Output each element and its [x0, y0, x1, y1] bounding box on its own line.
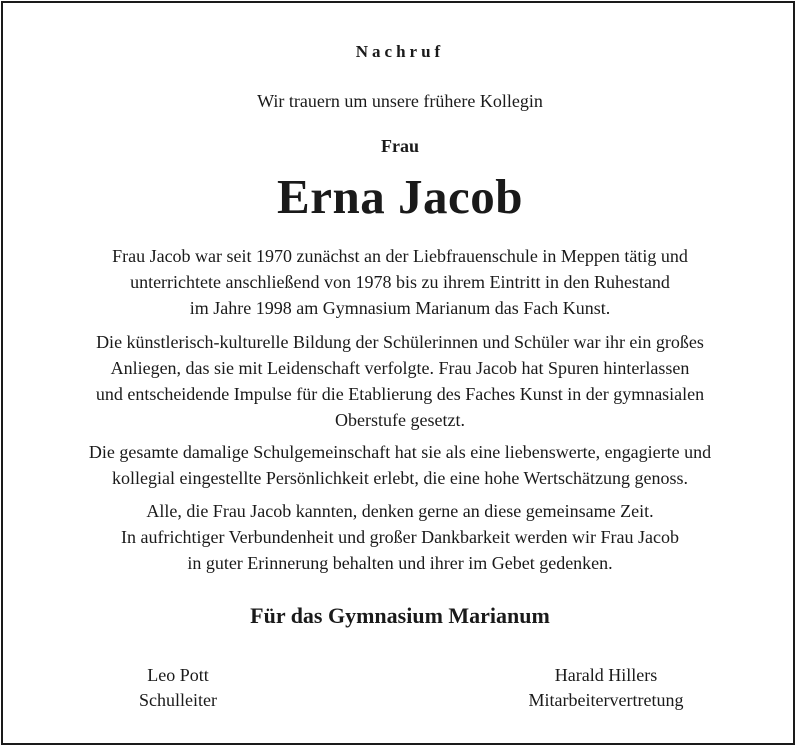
paragraph-line: Oberstufe gesetzt. [335, 410, 465, 430]
paragraph-line: in guter Erinnerung behalten und ihrer im Gebet gedenken. [187, 553, 613, 573]
paragraph-line: In aufrichtiger Verbundenheit und großer Dankbarkeit werden wir Frau Jacob [121, 527, 679, 547]
signer-name: Leo Pott [147, 665, 209, 685]
paragraph-remembrance [0, 498, 800, 576]
intro-line: Wir trauern um unsere frühere Kollegin [257, 91, 543, 111]
honorific: Frau [381, 136, 419, 156]
paragraph-line: kollegial eingestellte Persönlichkeit erlebt, die eine hohe Wertschätzung genoss. [111, 468, 689, 488]
notice-heading: Nachruf [355, 42, 445, 61]
signer-principal [78, 663, 278, 713]
paragraph-line: Frau Jacob war seit 1970 zunächst an der Liebfrauenschule in Meppen tätig und [112, 246, 688, 266]
paragraph-line: Die gesamte damalige Schulgemeinschaft hat sie als eine liebenswerte, engagierte und [88, 442, 712, 462]
paragraph-contribution [0, 329, 800, 433]
organization-signature: Für das Gymnasium Marianum [250, 603, 550, 628]
paragraph-line: Die künstlerisch-kulturelle Bildung der Schülerinnen und Schüler war ihr ein großes [96, 332, 704, 352]
paragraph-line: Alle, die Frau Jacob kannten, denken gerne an diese gemeinsame Zeit. [146, 501, 654, 521]
signer-name: Harald Hillers [554, 665, 658, 685]
paragraph-character [0, 439, 800, 491]
paragraph-line: unterrichtete anschließend von 1978 bis zu ihrem Eintritt in den Ruhestand [130, 272, 670, 292]
paragraph-line: und entscheidende Impulse für die Etablierung des Faches Kunst in der gymnasialen [95, 384, 705, 404]
deceased-name: Erna Jacob [277, 169, 523, 224]
paragraph-line: Anliegen, das sie mit Leidenschaft verfolgte. Frau Jacob hat Spuren hinterlassen [110, 358, 690, 378]
signer-role: Schulleiter [139, 690, 217, 710]
paragraph-line: im Jahre 1998 am Gymnasium Marianum das Fach Kunst. [189, 298, 611, 318]
signer-role: Mitarbeitervertretung [528, 690, 684, 710]
signer-staff-representative [506, 663, 706, 713]
paragraph-career [0, 243, 800, 321]
